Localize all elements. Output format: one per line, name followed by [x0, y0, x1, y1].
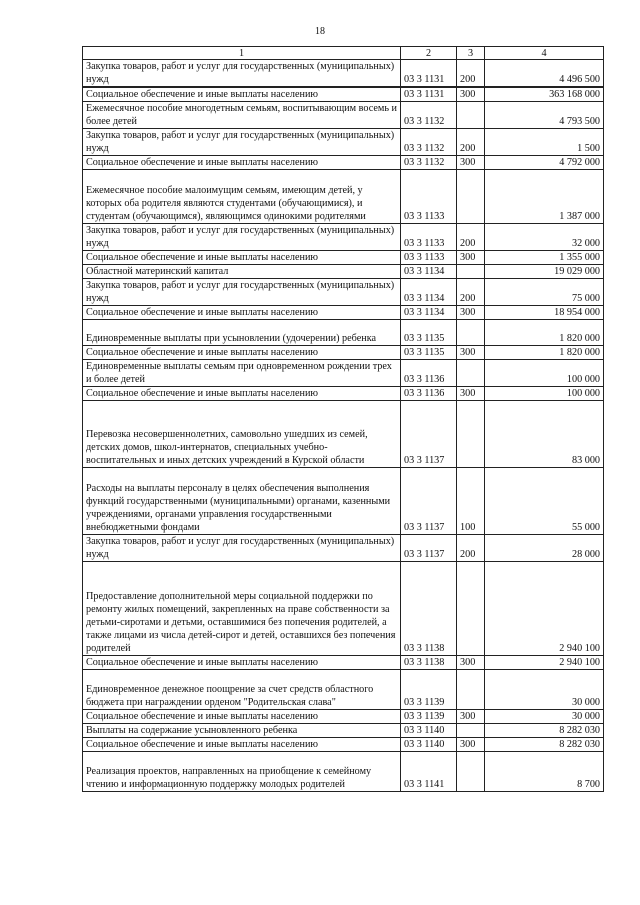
table-row	[83, 535, 604, 562]
table-row	[83, 60, 604, 88]
column-header-1: 1	[83, 47, 401, 60]
row-type-cell	[457, 562, 485, 656]
table-row	[83, 656, 604, 670]
row-type-cell: 200	[457, 60, 485, 88]
row-name-cell: Реализация проектов, направленных на приобщение к семейному чтению и информационную поддержку молодых родителей	[83, 752, 401, 792]
row-type-cell: 300	[457, 710, 485, 724]
row-code-cell: 03 3 1135	[401, 320, 457, 346]
row-name-cell: Перевозка несовершеннолетних, самовольно ушедших из семей, детских домов, школ-интернатов, специальных учебно-воспитательных и иных детских учреждений в Курской области	[83, 401, 401, 468]
row-type-cell: 200	[457, 129, 485, 156]
row-amount-cell: 2 940 100	[485, 656, 604, 670]
row-code-cell: 03 3 1132	[401, 102, 457, 129]
row-amount-cell: 32 000	[485, 224, 604, 251]
row-name-cell: Расходы на выплаты персоналу в целях обеспечения выполнения функций государственными (муниципальными) органами, казенными учреждениями, органами управления государственными внебюджетными фондами	[83, 468, 401, 535]
row-name-cell: Закупка товаров, работ и услуг для государственных (муниципальных) нужд	[83, 535, 401, 562]
table-row	[83, 752, 604, 792]
row-code-cell: 03 3 1133	[401, 224, 457, 251]
row-name-cell: Областной материнский капитал	[83, 265, 401, 279]
row-code-cell: 03 3 1140	[401, 738, 457, 752]
row-name-cell: Социальное обеспечение и иные выплаты населению	[83, 306, 401, 320]
row-amount-cell: 2 940 100	[485, 562, 604, 656]
row-code-cell: 03 3 1131	[401, 87, 457, 102]
row-amount-cell: 363 168 000	[485, 87, 604, 102]
row-amount-cell: 83 000	[485, 401, 604, 468]
row-type-cell: 200	[457, 535, 485, 562]
table-row	[83, 170, 604, 224]
table-row	[83, 224, 604, 251]
table-row	[83, 279, 604, 306]
row-amount-cell: 55 000	[485, 468, 604, 535]
table-row	[83, 562, 604, 656]
row-type-cell: 300	[457, 738, 485, 752]
row-code-cell: 03 3 1139	[401, 670, 457, 710]
column-header-2: 2	[401, 47, 457, 60]
row-code-cell: 03 3 1137	[401, 535, 457, 562]
table-row	[83, 387, 604, 401]
row-name-cell: Социальное обеспечение и иные выплаты населению	[83, 87, 401, 102]
table-row	[83, 346, 604, 360]
row-type-cell	[457, 265, 485, 279]
table-row	[83, 251, 604, 265]
row-code-cell: 03 3 1141	[401, 752, 457, 792]
row-type-cell: 300	[457, 251, 485, 265]
row-name-cell: Предоставление дополнительной меры социальной поддержки по ремонту жилых помещений, закрепленных на праве собственности за детьми-сиротами и детьми, оставшимися без попечения родителей, а также лицами из числа детей-сирот и детей, оставшихся без попечения родителей	[83, 562, 401, 656]
row-code-cell: 03 3 1133	[401, 251, 457, 265]
row-name-cell: Ежемесячное пособие многодетным семьям, воспитывающим восемь и более детей	[83, 102, 401, 129]
row-code-cell: 03 3 1138	[401, 656, 457, 670]
row-amount-cell: 30 000	[485, 710, 604, 724]
row-name-cell: Закупка товаров, работ и услуг для государственных (муниципальных) нужд	[83, 279, 401, 306]
row-code-cell: 03 3 1134	[401, 279, 457, 306]
row-code-cell: 03 3 1137	[401, 401, 457, 468]
table-row	[83, 401, 604, 468]
row-amount-cell: 75 000	[485, 279, 604, 306]
row-type-cell	[457, 102, 485, 129]
row-type-cell: 200	[457, 224, 485, 251]
row-name-cell: Социальное обеспечение и иные выплаты населению	[83, 656, 401, 670]
table-header-row	[83, 47, 604, 60]
row-type-cell: 100	[457, 468, 485, 535]
row-amount-cell: 28 000	[485, 535, 604, 562]
budget-table	[82, 46, 604, 792]
row-amount-cell: 18 954 000	[485, 306, 604, 320]
row-type-cell	[457, 670, 485, 710]
row-amount-cell: 30 000	[485, 670, 604, 710]
row-name-cell: Ежемесячное пособие малоимущим семьям, имеющим детей, у которых оба родителя являются студентами (обучающимися), и студентам (обучающимся), являющимся одинокими родителями	[83, 170, 401, 224]
row-name-cell: Социальное обеспечение и иные выплаты населению	[83, 156, 401, 170]
row-amount-cell: 8 282 030	[485, 738, 604, 752]
row-type-cell	[457, 401, 485, 468]
table-row	[83, 102, 604, 129]
table-row	[83, 670, 604, 710]
row-name-cell: Социальное обеспечение и иные выплаты населению	[83, 251, 401, 265]
row-name-cell: Единовременные выплаты семьям при одновременном рождении трех и более детей	[83, 360, 401, 387]
row-code-cell: 03 3 1132	[401, 129, 457, 156]
row-type-cell	[457, 752, 485, 792]
row-type-cell	[457, 320, 485, 346]
table-row	[83, 710, 604, 724]
table-row	[83, 468, 604, 535]
row-name-cell: Социальное обеспечение и иные выплаты населению	[83, 387, 401, 401]
row-type-cell: 300	[457, 346, 485, 360]
row-name-cell: Закупка товаров, работ и услуг для государственных (муниципальных) нужд	[83, 224, 401, 251]
row-name-cell: Социальное обеспечение и иные выплаты населению	[83, 738, 401, 752]
row-code-cell: 03 3 1140	[401, 724, 457, 738]
row-amount-cell: 1 387 000	[485, 170, 604, 224]
row-code-cell: 03 3 1136	[401, 387, 457, 401]
row-name-cell: Единовременное денежное поощрение за счет средств областного бюджета при награждении орденом "Родительская слава"	[83, 670, 401, 710]
row-name-cell: Единовременные выплаты при усыновлении (удочерении) ребенка	[83, 320, 401, 346]
column-header-4: 4	[485, 47, 604, 60]
row-name-cell: Закупка товаров, работ и услуг для государственных (муниципальных) нужд	[83, 60, 401, 88]
row-code-cell: 03 3 1137	[401, 468, 457, 535]
row-code-cell: 03 3 1132	[401, 156, 457, 170]
row-type-cell	[457, 724, 485, 738]
table-row	[83, 738, 604, 752]
row-amount-cell: 8 282 030	[485, 724, 604, 738]
row-type-cell: 300	[457, 387, 485, 401]
row-amount-cell: 100 000	[485, 387, 604, 401]
row-code-cell: 03 3 1136	[401, 360, 457, 387]
row-type-cell: 300	[457, 87, 485, 102]
row-name-cell: Закупка товаров, работ и услуг для государственных (муниципальных) нужд	[83, 129, 401, 156]
table-row	[83, 320, 604, 346]
row-amount-cell: 8 700	[485, 752, 604, 792]
row-amount-cell: 4 793 500	[485, 102, 604, 129]
row-amount-cell: 1 820 000	[485, 346, 604, 360]
row-code-cell: 03 3 1139	[401, 710, 457, 724]
table-row	[83, 265, 604, 279]
row-name-cell: Социальное обеспечение и иные выплаты населению	[83, 710, 401, 724]
row-amount-cell: 19 029 000	[485, 265, 604, 279]
row-amount-cell: 1 355 000	[485, 251, 604, 265]
row-type-cell: 300	[457, 306, 485, 320]
table-row	[83, 156, 604, 170]
page-number: 18	[315, 26, 325, 37]
row-code-cell: 03 3 1134	[401, 265, 457, 279]
row-name-cell: Выплаты на содержание усыновленного ребенка	[83, 724, 401, 738]
row-type-cell: 300	[457, 656, 485, 670]
row-type-cell	[457, 360, 485, 387]
row-code-cell: 03 3 1134	[401, 306, 457, 320]
row-code-cell: 03 3 1131	[401, 60, 457, 88]
row-name-cell: Социальное обеспечение и иные выплаты населению	[83, 346, 401, 360]
table-row	[83, 87, 604, 102]
row-amount-cell: 100 000	[485, 360, 604, 387]
row-type-cell	[457, 170, 485, 224]
table-row	[83, 306, 604, 320]
row-amount-cell: 4 792 000	[485, 156, 604, 170]
row-amount-cell: 1 820 000	[485, 320, 604, 346]
table-row	[83, 724, 604, 738]
row-code-cell: 03 3 1138	[401, 562, 457, 656]
row-amount-cell: 1 500	[485, 129, 604, 156]
row-code-cell: 03 3 1133	[401, 170, 457, 224]
row-code-cell: 03 3 1135	[401, 346, 457, 360]
row-type-cell: 200	[457, 279, 485, 306]
column-header-3: 3	[457, 47, 485, 60]
row-type-cell: 300	[457, 156, 485, 170]
table-row	[83, 360, 604, 387]
row-amount-cell: 4 496 500	[485, 60, 604, 88]
table-row	[83, 129, 604, 156]
